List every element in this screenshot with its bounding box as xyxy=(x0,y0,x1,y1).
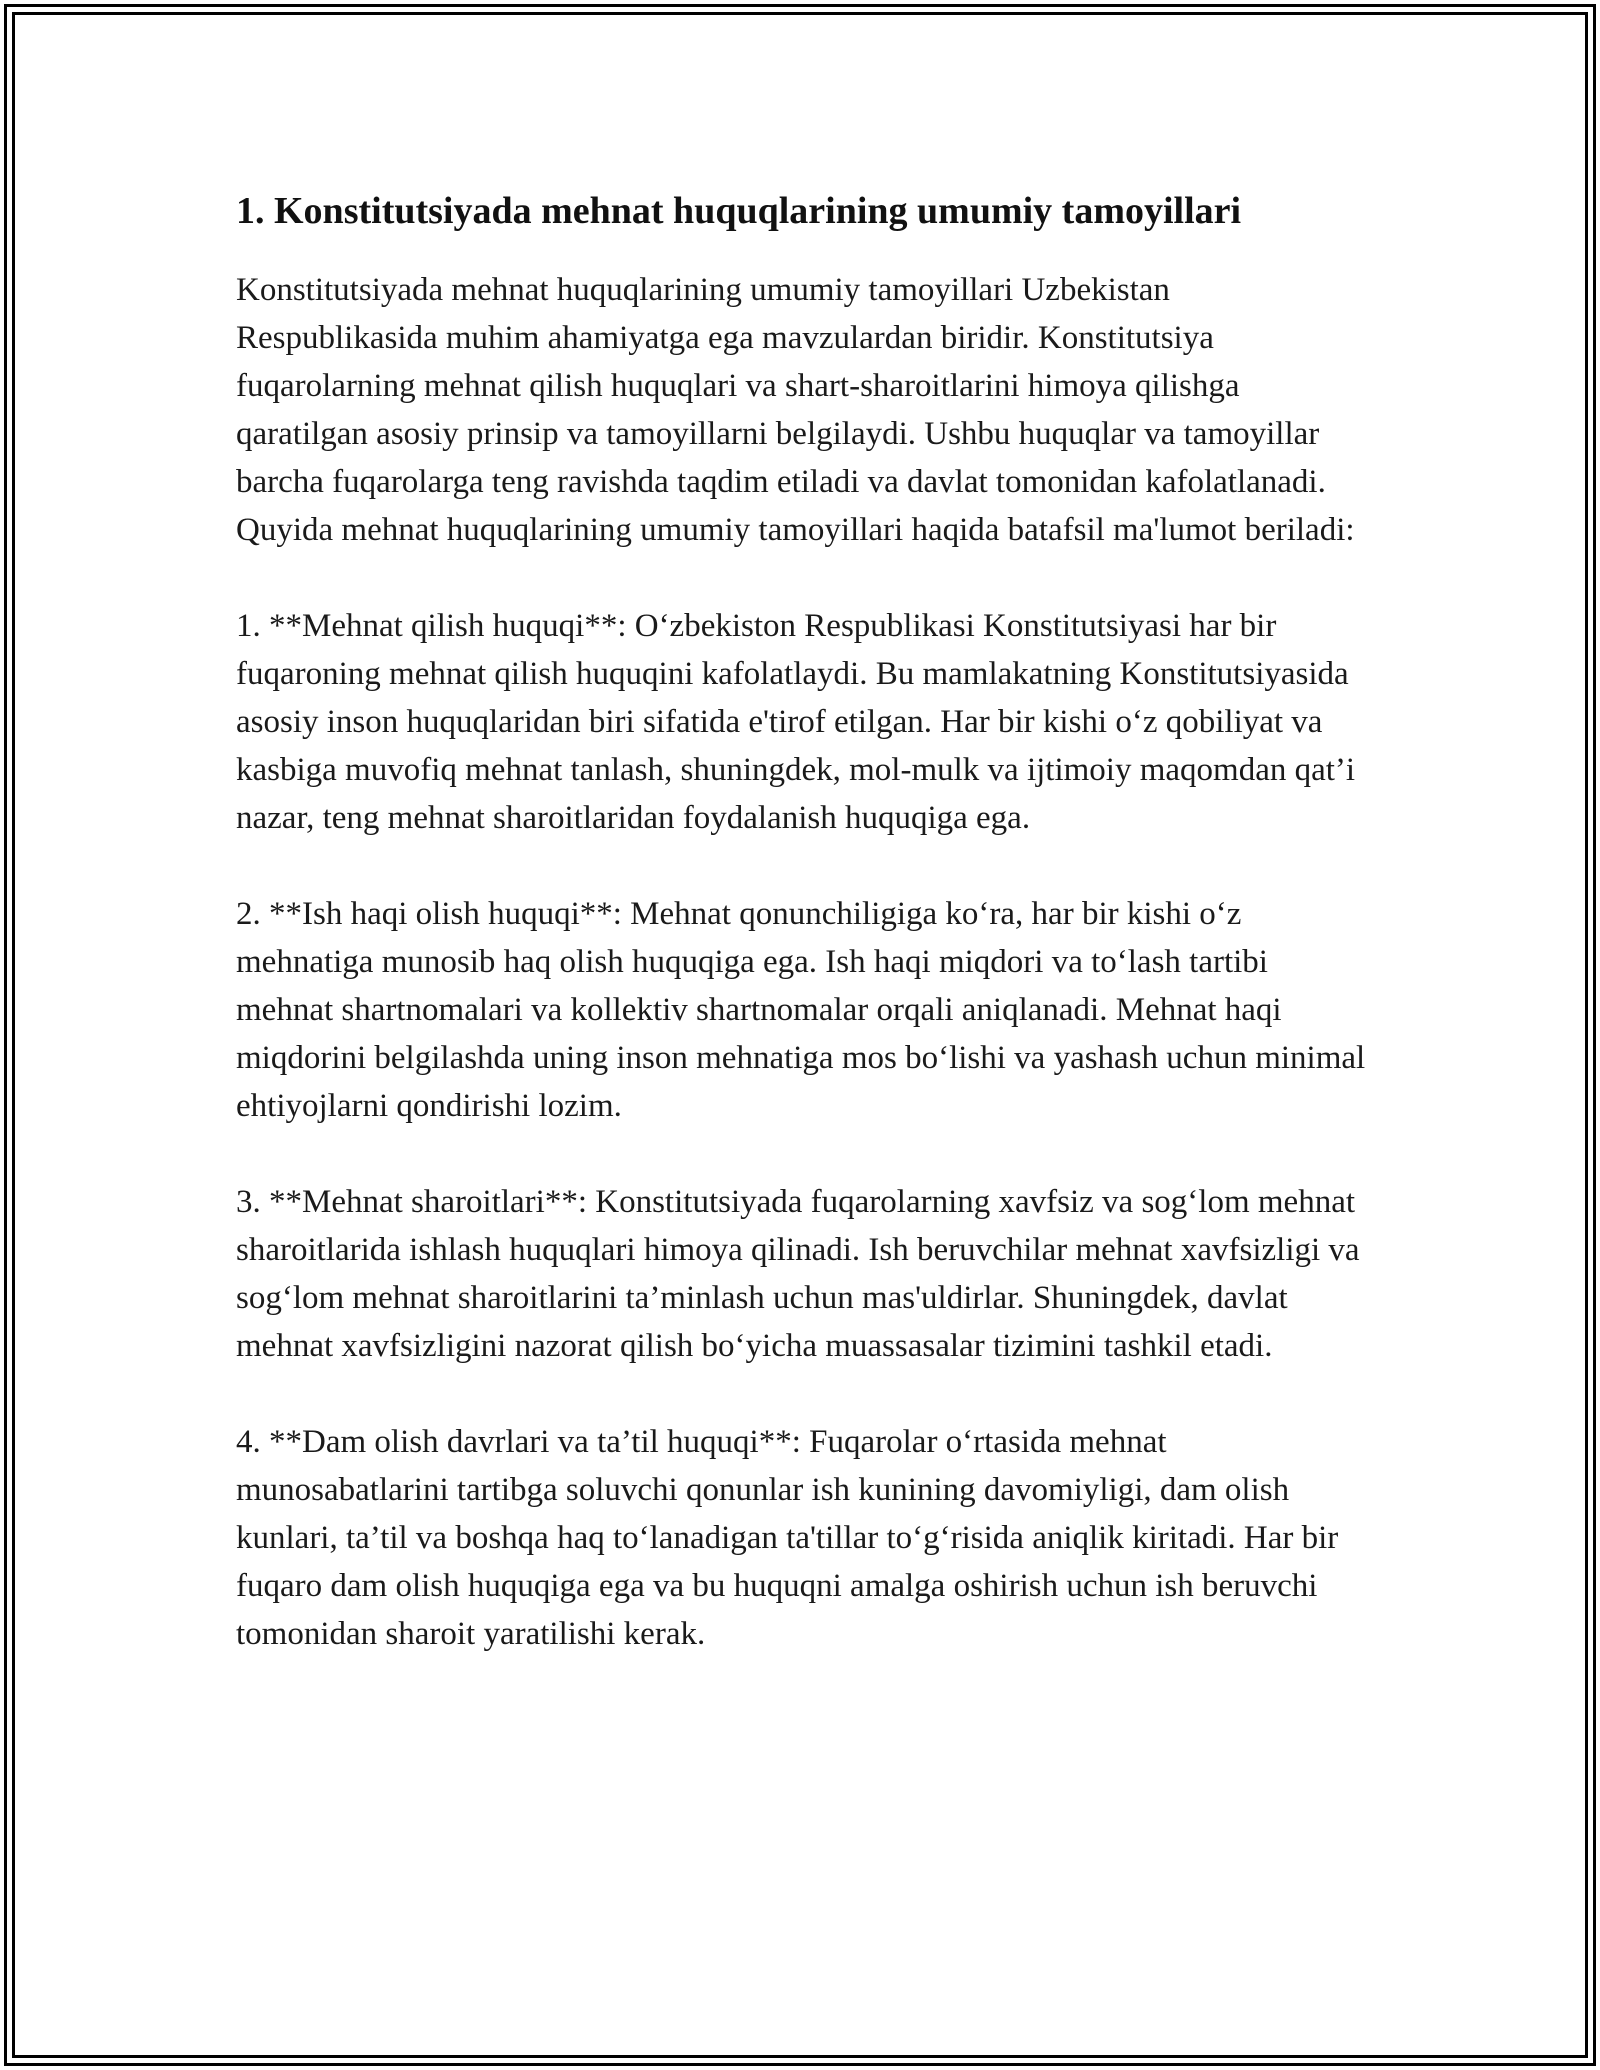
paragraph-rest-and-leave: 4. **Dam olish davrlari va ta’til huquqi**: Fuqarolar o‘rtasida mehnat munosabatlarini tartibga soluvchi qonunlar ish kunining davomiyligi, dam olish kunlari, ta’til va boshqa haq to‘lanadigan ta'tillar to‘g‘risida aniqlik kiritadi. Har bir fuqaro dam olish huquqiga ega va bu huquqni amalga oshirish uchun ish beruvchi tomonidan sharoit yaratilishi kerak. xyxy=(236,1423,1339,1652)
document-body xyxy=(236,188,1371,1706)
document-heading: 1. Konstitutsiyada mehnat huquqlarining umumiy tamoyillari xyxy=(236,190,1242,232)
paragraph-right-to-work: 1. **Mehnat qilish huquqi**: O‘zbekiston Respublikasi Konstitutsiyasi har bir fuqaroning mehnat qilish huquqini kafolatlaydi. Bu mamlakatning Konstitutsiyasida asosiy inson huquqlaridan biri sifatida e'tirof etilgan. Har bir kishi o‘z qobiliyat va kasbiga muvofiq mehnat tanlash, shuningdek, mol-mulk va ijtimoiy maqomdan qat’i nazar, teng mehnat sharoitlaridan foydalanish huquqiga ega. xyxy=(236,607,1356,836)
paragraph-working-conditions: 3. **Mehnat sharoitlari**: Konstitutsiyada fuqarolarning xavfsiz va sog‘lom mehnat sharoitlarida ishlash huquqlari himoya qilinadi. Ish beruvchilar mehnat xavfsizligi va sog‘lom mehnat sharoitlarini ta’minlash uchun mas'uldirlar. Shuningdek, davlat mehnat xavfsizligini nazorat qilish bo‘yicha muassasalar tizimini tashkil etadi. xyxy=(236,1183,1360,1364)
paragraph-right-to-wages: 2. **Ish haqi olish huquqi**: Mehnat qonunchiligiga ko‘ra, har bir kishi o‘z mehnatiga munosib haq olish huquqiga ega. Ish haqi miqdori va to‘lash tartibi mehnat shartnomalari va kollektiv shartnomalar orqali aniqlanadi. Mehnat haqi miqdorini belgilashda uning inson mehnatiga mos bo‘lishi va yashash uchun minimal ehtiyojlarni qondirishi lozim. xyxy=(236,895,1366,1124)
intro-paragraph: Konstitutsiyada mehnat huquqlarining umumiy tamoyillari Uzbekistan Respublikasida muhim ahamiyatga ega mavzulardan biridir. Konstitutsiya fuqarolarning mehnat qilish huquqlari va shart-sharoitlarini himoya qilishga qaratilgan asosiy prinsip va tamoyillarni belgilaydi. Ushbu huquqlar va tamoyillar barcha fuqarolarga teng ravishda taqdim etiladi va davlat tomonidan kafolatlanadi. Quyida mehnat huquqlarining umumiy tamoyillari haqida batafsil ma'lumot beriladi: xyxy=(236,271,1355,548)
